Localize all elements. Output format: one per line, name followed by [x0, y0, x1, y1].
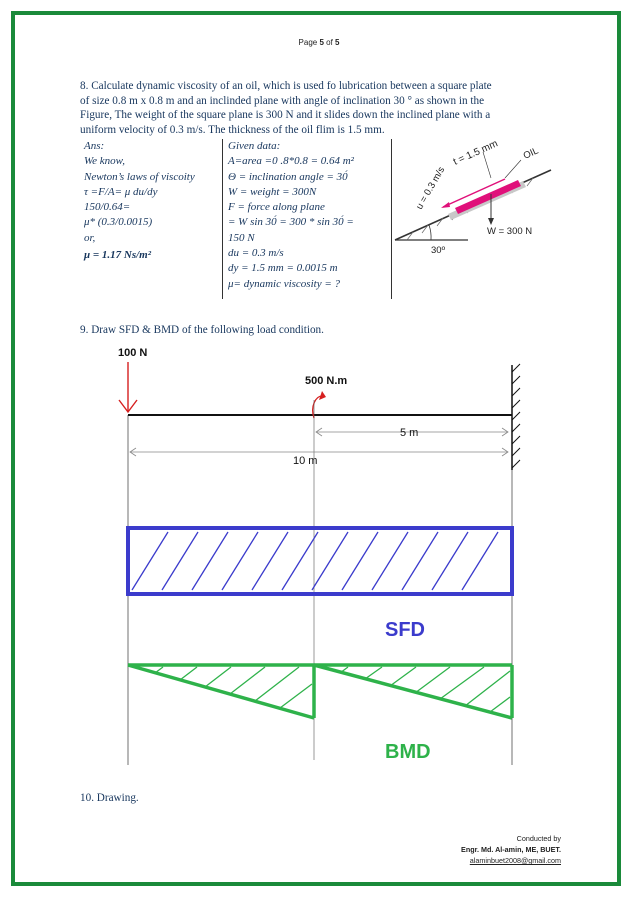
bmd-label: BMD [385, 741, 431, 763]
beam-diagram [100, 340, 550, 770]
question-9-title: 9. Draw SFD & BMD of the following load condition. [80, 324, 324, 336]
page-number: 5 [319, 38, 324, 47]
weight-label: W = 300 N [487, 226, 533, 237]
dimension-5m-label: 5 m [400, 427, 419, 439]
angle-label: 30º [431, 245, 446, 256]
bmd-right-slope [314, 665, 512, 718]
velocity-label: u = 0.3 m/s [414, 165, 448, 212]
footer-author: Engr. Md. Al-amin, ME, BUET. [461, 845, 561, 854]
thickness-label: t = 1.5 mm [451, 138, 500, 168]
point-load-label: 100 N [118, 347, 148, 359]
support-hatch [512, 364, 520, 468]
page-total: 5 [335, 38, 340, 47]
sfd-hatch [132, 532, 498, 590]
given-data-column: Given data: A=area =0 .8*0.8 = 0.64 m² Θ = inclination angle = 30́ W = weight = 300N F = force along plane = W sin 30́ = 300 * sin 30́ = 150 N du = 0.3 m/s dy = 1.5 mm = 0.0015 m μ= dynamic viscosity = ? [228, 140, 354, 290]
answer-column: Ans: We know, Newton’s laws of viscoity τ =F/A= μ du/dy 150/0.64= μ* (0.3/0.0015) or, μ = 1.17 Ns/m² [84, 139, 218, 263]
question-8-text: 8. Calculate dynamic viscosity of an oil, which is used fo lubrication between a square plate of size 0.8 m x 0.8 m and an inclinded plane with angle of inclination 30 ° as shown in the Figure, The weight of the square plane is 300 N and it slides down the inclined plane with a uniform velocity of 0.3 m/s. The thickness of the oil flim is 1.5 mm. [80, 80, 492, 136]
oil-label: OIL [521, 145, 541, 162]
dimension-10m-label: 10 m [293, 455, 318, 467]
angle-arc [429, 225, 431, 240]
column-divider-right [391, 139, 392, 299]
sfd-rectangle [128, 528, 512, 594]
viscosity-result: μ = 1.17 Ns/m² [84, 249, 152, 262]
column-divider [222, 139, 223, 299]
sfd-label: SFD [385, 619, 425, 641]
page-header: Page 5 of 5 [298, 38, 340, 47]
footer [461, 833, 561, 866]
inclined-plane-figure [393, 132, 563, 267]
footer-email[interactable]: alaminbuet2008@gmail.com [469, 856, 561, 865]
moment-label: 500 N.m [305, 375, 348, 387]
question-10-title: 10. Drawing. [80, 792, 139, 804]
footer-conducted-by: Conducted by [516, 834, 561, 843]
